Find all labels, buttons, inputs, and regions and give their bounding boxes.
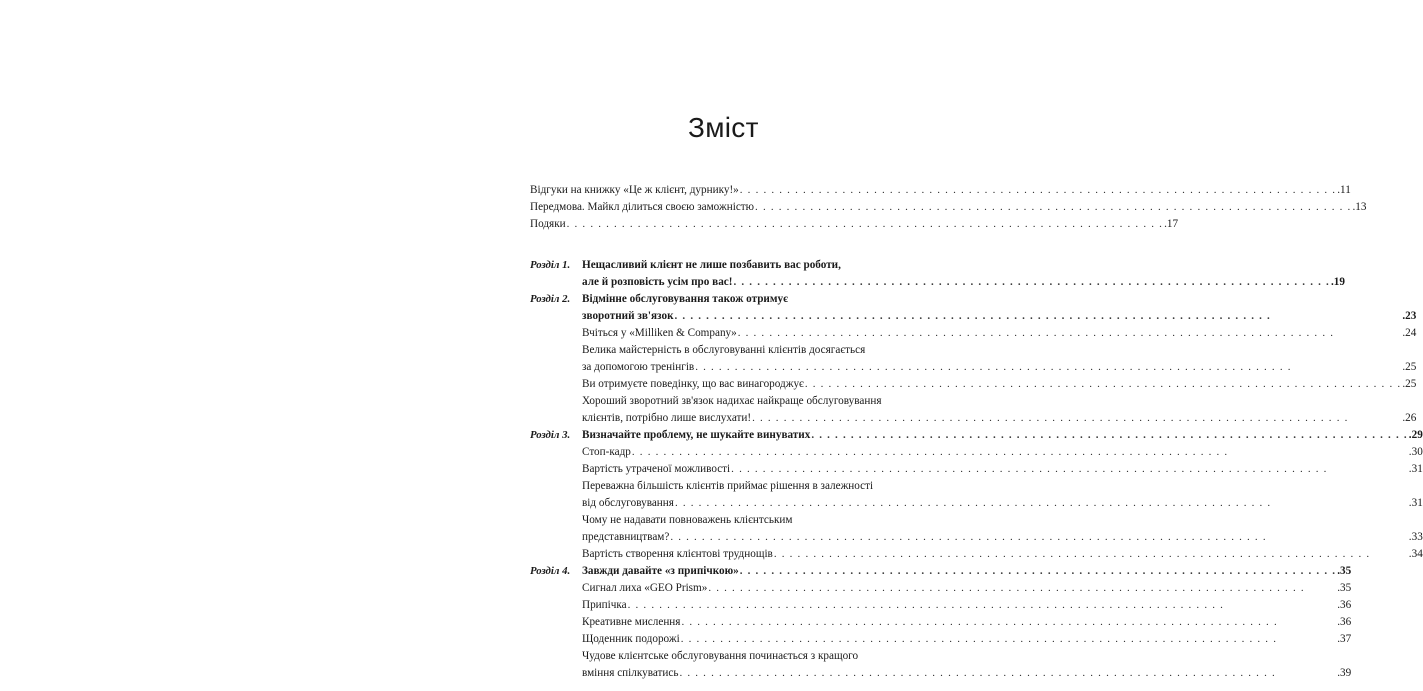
leader-dots: . . . . . . . . . . . . . . . . . . . . . . . . . . . . . . . . . . . . . . . . . . . . . . . . . . . . . . . . . . . . . . . . . . . . . . . . . . . . xyxy=(737,327,1335,339)
subsection-entry[interactable] xyxy=(582,444,1423,461)
subsection-entry[interactable] xyxy=(582,478,1423,512)
leader-dots: . . . . . . . . . . . . . . . . . . . . . . . . . . . . . . . . . . . . . . . . . . . . . . . . . . . . . . . . . . . . . . . . . . . . . . . . . . . . xyxy=(811,429,1408,441)
subsection-page-number: .24 xyxy=(1402,327,1417,339)
subsection-page-number: .25 xyxy=(1402,378,1417,390)
page-title: Зміст xyxy=(688,112,759,143)
subsection-list xyxy=(582,325,1416,427)
subsection-page-number: .37 xyxy=(1337,633,1352,645)
front-entry-page-number: .11 xyxy=(1337,184,1351,196)
leader-dots: . . . . . . . . . . . . . . . . . . . . . . . . . . . . . . . . . . . . . . . . . . . . . . . . . . . . . . . . . . . . . . . . . . . . . . . . . . . . xyxy=(708,582,1305,594)
chapter-title-page-number: .23 xyxy=(1402,310,1417,322)
subsection-list xyxy=(582,444,1423,563)
leader-dots: . . . . . . . . . . . . . . . . . . . . . . . . . . . . . . . . . . . . . . . . . . . . . . . . . . . . . . . . . . . . . . . . . . . . . . . . . . . . xyxy=(739,184,1337,196)
leader-dots: . . . . . . . . . . . . . . . . . . . . . . . . . . . . . . . . . . . . . . . . . . . . . . . . . . . . . . . . . . . . . . . . . . . . . . . . . . . . xyxy=(773,548,1371,560)
subsection-row[interactable] xyxy=(582,444,1423,461)
leader-dots: . . . . . . . . . . . . . . . . . . . . . . . . . . . . . . . . . . . . . . . . . . . . . . . . . . . . . . . . . . . . . . . . . . . . . . . . . . . . xyxy=(680,633,1278,645)
leader-dots: . . . . . . . . . . . . . . . . . . . . . . . . . . . . . . . . . . . . . . . . . . . . . . . . . . . . . . . . . . . . . . . . . . . . . . . . . . . . xyxy=(674,497,1272,509)
leader-dots: . . . . . . . . . . . . . . . . . . . . . . . . . . . . . . . . . . . . . . . . . . . . . . . . . . . . . . . . . . . . . . . . . . . . . . . . . . . . xyxy=(670,531,1267,543)
chapter-title-page-number: .29 xyxy=(1408,429,1423,441)
leader-dots: . . . . . . . . . . . . . . . . . . . . . . . . . . . . . . . . . . . . . . . . . . . . . . . . . . . . . . . . . . . . . . . . . . . . . . . . . . . . xyxy=(804,378,1402,390)
subsection-page-number: .26 xyxy=(1402,412,1417,424)
chapter-title[interactable] xyxy=(582,291,1416,325)
subsection-text: від обслуговування xyxy=(582,497,674,509)
chapter-block xyxy=(530,427,1423,563)
subsection-row[interactable] xyxy=(582,665,1351,682)
front-entry-row[interactable] xyxy=(530,199,1367,216)
subsection-page-number: .31 xyxy=(1408,463,1423,475)
leader-dots: . . . . . . . . . . . . . . . . . . . . . . . . . . . . . . . . . . . . . . . . . . . . . . . . . . . . . . . . . . . . . . . . . . . . . . . . . . . . xyxy=(752,412,1349,424)
leader-dots: . . . . . . . . . . . . . . . . . . . . . . . . . . . . . . . . . . . . . . . . . . . . . . . . . . . . . . . . . . . . . . . . . . . . . . . . . . . . xyxy=(733,276,1330,288)
chapter-title-page-number: .35 xyxy=(1337,565,1352,577)
subsection-text: клієнтів, потрібно лише вислухати! xyxy=(582,412,752,424)
subsection-row[interactable] xyxy=(582,461,1423,478)
leader-dots: . . . . . . . . . . . . . . . . . . . . . . . . . . . . . . . . . . . . . . . . . . . . . . . . . . . . . . . . . . . . . . . . . . . . . . . . . . . . xyxy=(695,361,1292,373)
subsection-page-number: .34 xyxy=(1408,548,1423,560)
section-divider xyxy=(530,233,910,257)
chapter-block xyxy=(530,291,1417,427)
front-entry-row[interactable] xyxy=(530,216,1179,233)
subsection-text: вміння спілкуватись xyxy=(582,667,679,679)
chapter-label: Розділ 3. xyxy=(530,429,571,441)
chapter-title-row[interactable] xyxy=(582,427,1423,444)
chapter-title-row[interactable] xyxy=(582,308,1416,325)
chapter-body xyxy=(582,427,1423,563)
subsection-page-number: .35 xyxy=(1337,582,1352,594)
front-entry-page-number: .13 xyxy=(1352,201,1367,213)
subsection-row[interactable] xyxy=(582,597,1351,614)
leader-dots: . . . . . . . . . . . . . . . . . . . . . . . . . . . . . . . . . . . . . . . . . . . . . . . . . . . . . . . . . . . . . . . . . . . . . . . . . . . . xyxy=(679,667,1276,679)
leader-dots: . . . . . . . . . . . . . . . . . . . . . . . . . . . . . . . . . . . . . . . . . . . . . . . . . . . . . . . . . . . . . . . . . . . . . . . . . . . . xyxy=(627,599,1225,611)
subsection-text: Стоп-кадр xyxy=(582,446,631,458)
subsection-row[interactable] xyxy=(582,325,1416,342)
chapter-title-text: але й розповість усім про вас! xyxy=(582,276,733,288)
leader-dots: . . . . . . . . . . . . . . . . . . . . . . . . . . . . . . . . . . . . . . . . . . . . . . . . . . . . . . . . . . . . . . . . . . . . . . . . . . . . xyxy=(631,446,1229,458)
subsection-row[interactable] xyxy=(582,529,1423,546)
chapter-title[interactable] xyxy=(582,563,1351,580)
subsection-page-number: .25 xyxy=(1402,361,1417,373)
chapter-title-row[interactable] xyxy=(582,563,1351,580)
subsection-text: Ви отримуєте поведінку, що вас винагороджує xyxy=(582,378,804,390)
chapter-title-line: Відмінне обслуговування також отримує xyxy=(582,293,788,305)
subsection-entry[interactable] xyxy=(582,393,1416,427)
subsection-text: Сигнал лиха «GEO Prism» xyxy=(582,582,708,594)
subsection-entry[interactable] xyxy=(582,325,1416,342)
subsection-row[interactable] xyxy=(582,631,1351,648)
subsection-row[interactable] xyxy=(582,410,1416,427)
subsection-line: Чому не надавати повноважень клієнтським xyxy=(582,514,793,526)
chapter-title-text: Завжди давайте «з припічкою» xyxy=(582,565,739,577)
chapter-title[interactable] xyxy=(582,257,1345,291)
subsection-list xyxy=(582,580,1351,682)
chapter-body xyxy=(582,291,1416,427)
leader-dots: . . . . . . . . . . . . . . . . . . . . . . . . . . . . . . . . . . . . . . . . . . . . . . . . . . . . . . . . . . . . . . . . . . . . . . . . . . . . xyxy=(674,310,1271,322)
subsection-page-number: .30 xyxy=(1408,446,1423,458)
subsection-text: Вартість створення клієнтові труднощів xyxy=(582,548,773,560)
subsection-line: Чудове клієнтське обслуговування починається з кращого xyxy=(582,650,859,662)
chapter-body xyxy=(582,257,1345,291)
chapter-title-text: Визначайте проблему, не шукайте винуватих xyxy=(582,429,811,441)
leader-dots: . . . . . . . . . . . . . . . . . . . . . . . . . . . . . . . . . . . . . . . . . . . . . . . . . . . . . . . . . . . . . . . . . . . . . . . . . . . . xyxy=(731,463,1328,475)
chapter-title-row[interactable] xyxy=(582,274,1345,291)
subsection-entry[interactable] xyxy=(582,614,1351,631)
leader-dots: . . . . . . . . . . . . . . . . . . . . . . . . . . . . . . . . . . . . . . . . . . . . . . . . . . . . . . . . . . . . . . . . . . . . . . . . . . . . xyxy=(755,201,1352,213)
subsection-entry[interactable] xyxy=(582,631,1351,648)
front-entry-page-number: .17 xyxy=(1164,218,1179,230)
chapter-body xyxy=(582,563,1351,682)
subsection-page-number: .31 xyxy=(1408,497,1423,509)
subsection-text: Вартість утраченої можливості xyxy=(582,463,731,475)
subsection-row[interactable] xyxy=(582,376,1416,393)
subsection-row[interactable] xyxy=(582,614,1351,631)
subsection-entry[interactable] xyxy=(582,376,1416,393)
chapter-title[interactable] xyxy=(582,427,1423,444)
chapter-label: Розділ 2. xyxy=(530,293,571,305)
subsection-row[interactable] xyxy=(582,546,1423,563)
subsection-page-number: .36 xyxy=(1337,616,1352,628)
front-matter-list xyxy=(530,182,1367,233)
chapter-title-line: Нещасливий клієнт не лише позбавить вас роботи, xyxy=(582,259,841,271)
subsection-text: за допомогою тренінгів xyxy=(582,361,695,373)
chapter-label: Розділ 4. xyxy=(530,565,571,577)
table-of-contents xyxy=(530,182,1423,682)
front-entry-text: Відгуки на книжку «Це ж клієнт, дурнику!» xyxy=(530,184,739,196)
leader-dots: . . . . . . . . . . . . . . . . . . . . . . . . . . . . . . . . . . . . . . . . . . . . . . . . . . . . . . . . . . . . . . . . . . . . . . . . . . . . xyxy=(739,565,1337,577)
subsection-entry[interactable] xyxy=(582,597,1351,614)
front-entry-text: Подяки xyxy=(530,218,566,230)
chapter-label: Розділ 1. xyxy=(530,259,571,271)
subsection-entry[interactable] xyxy=(582,546,1423,563)
subsection-page-number: .36 xyxy=(1337,599,1352,611)
subsection-entry[interactable] xyxy=(582,342,1416,376)
chapter-block xyxy=(530,563,1352,682)
subsection-text: Креативне мислення xyxy=(582,616,681,628)
subsection-page-number: .39 xyxy=(1337,667,1352,679)
subsection-line: Хороший зворотний зв'язок надихає найкраще обслуговування xyxy=(582,395,882,407)
subsection-entry[interactable] xyxy=(582,512,1423,546)
subsection-row[interactable] xyxy=(582,359,1416,376)
subsection-entry[interactable] xyxy=(582,580,1351,597)
subsection-text: Щоденник подорожі xyxy=(582,633,680,645)
subsection-text: Вчіться у «Milliken & Company» xyxy=(582,327,737,339)
chapter-title-page-number: .19 xyxy=(1330,276,1345,288)
chapters-list xyxy=(530,257,1423,682)
chapter-title-text: зворотний зв'язок xyxy=(582,310,674,322)
leader-dots: . . . . . . . . . . . . . . . . . . . . . . . . . . . . . . . . . . . . . . . . . . . . . . . . . . . . . . . . . . . . . . . . . . . . . . . . . . . . xyxy=(566,218,1164,230)
front-entry-text: Передмова. Майкл ділиться своєю заможністю xyxy=(530,201,755,213)
subsection-line: Велика майстерність в обслуговуванні клієнтів досягається xyxy=(582,344,866,356)
subsection-page-number: .33 xyxy=(1408,531,1423,543)
subsection-entry[interactable] xyxy=(582,648,1351,682)
subsection-line: Переважна більшість клієнтів приймає рішення в залежності xyxy=(582,480,874,492)
subsection-row[interactable] xyxy=(582,580,1351,597)
subsection-entry[interactable] xyxy=(582,461,1423,478)
leader-dots: . . . . . . . . . . . . . . . . . . . . . . . . . . . . . . . . . . . . . . . . . . . . . . . . . . . . . . . . . . . . . . . . . . . . . . . . . . . . xyxy=(681,616,1278,628)
subsection-text: представництвам? xyxy=(582,531,670,543)
subsection-text: Припічка xyxy=(582,599,627,611)
subsection-row[interactable] xyxy=(582,495,1423,512)
front-entry-row[interactable] xyxy=(530,182,1351,199)
chapter-block xyxy=(530,257,1345,291)
